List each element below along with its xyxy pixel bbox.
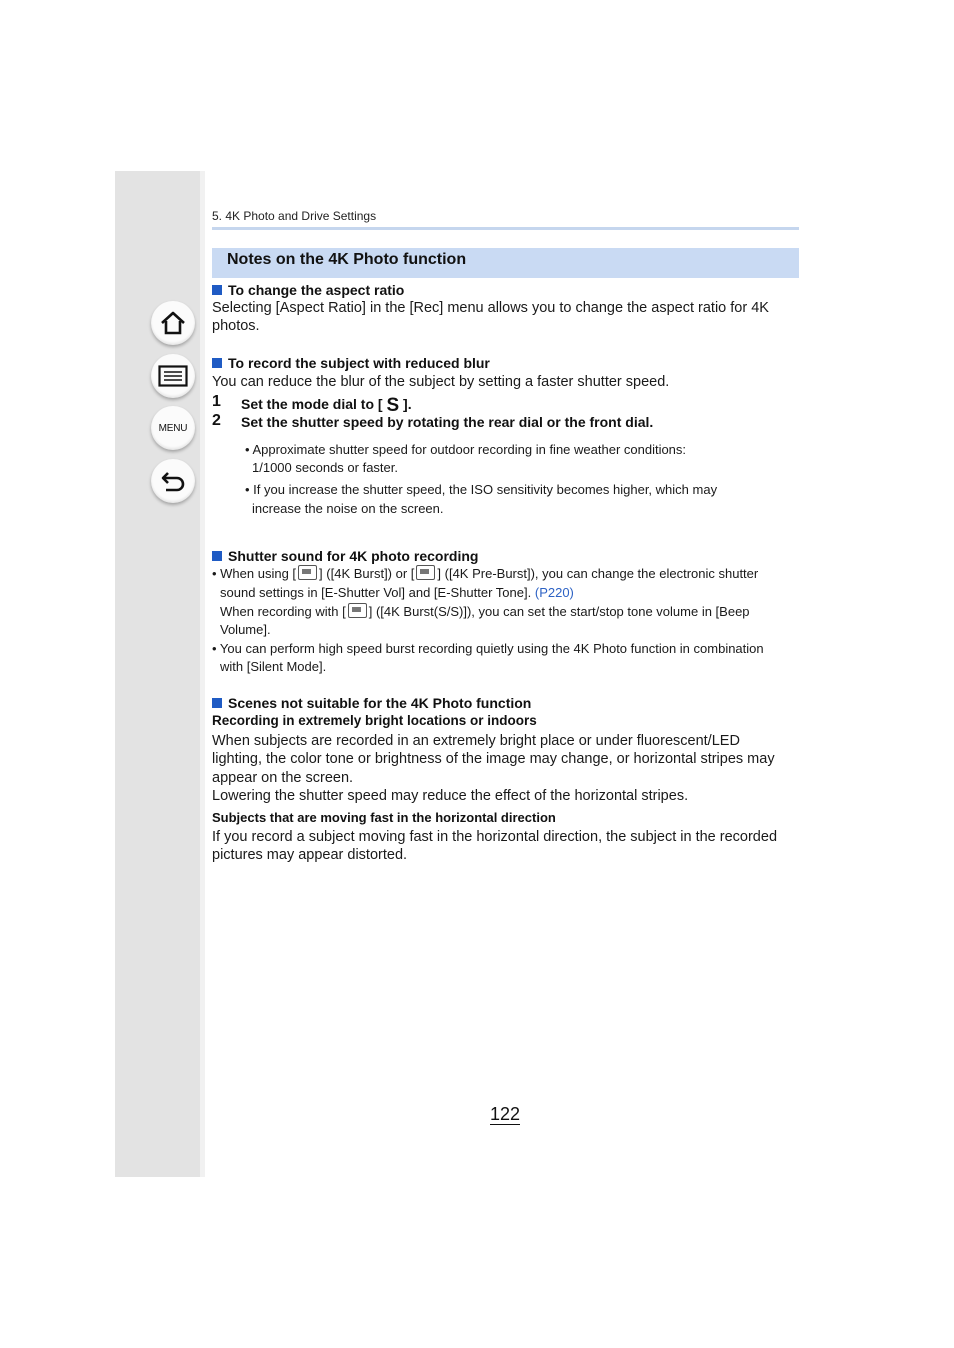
aspect-line-2: photos. <box>212 318 260 334</box>
return-icon <box>159 469 187 493</box>
sound-bullet-1-line-2 <box>220 583 574 602</box>
aspect-heading <box>212 282 404 298</box>
home-icon <box>159 310 187 336</box>
sound-b1-line3-a: When recording with [ <box>220 604 346 619</box>
sound-b1-line2-text: sound settings in [E-Shutter Vol] and [E-Shutter Tone]. <box>220 585 532 600</box>
shutter-priority-mode-icon: S <box>386 395 400 416</box>
back-button[interactable] <box>151 459 195 503</box>
page-number: 122 <box>490 1104 521 1124</box>
menu-button[interactable] <box>151 406 195 450</box>
blur-bullet-1-line-1: • Approximate shutter speed for outdoor recording in fine weather conditions: <box>245 442 687 457</box>
step-1-pre: Set the mode dial to [ <box>241 396 383 412</box>
sound-heading <box>212 548 478 564</box>
breadcrumb: 5. 4K Photo and Drive Settings <box>212 209 377 223</box>
aspect-line-1: Selecting [Aspect Ratio] in the [Rec] menu allows you to change the aspect ratio for 4K <box>212 300 769 316</box>
sound-b1-b: ] ([4K Burst]) or [ <box>319 566 415 581</box>
step-2-text: Set the shutter speed by rotating the rear dial or the front dial. <box>241 414 654 430</box>
scenes-p1-line-2: lighting, the color tone or brightness of the image may change, or horizontal stripes may <box>212 751 775 767</box>
section-title: Notes on the 4K Photo function <box>227 251 467 268</box>
sound-bullet-1-line-3 <box>220 602 810 621</box>
sound-b1-c: ] ([4K Pre-Burst]), you can change the electronic shutter <box>437 566 759 581</box>
scenes-heading-text: Scenes not suitable for the 4K Photo function <box>228 695 532 711</box>
sound-bullet-1-line-4: Volume]. <box>220 622 271 637</box>
list-icon <box>158 365 188 387</box>
4k-pre-burst-icon <box>416 565 435 580</box>
sound-bullet-1-line-1 <box>212 564 802 583</box>
blur-heading <box>212 355 490 371</box>
blur-intro: You can reduce the blur of the subject by setting a faster shutter speed. <box>212 374 670 390</box>
square-bullet-icon <box>212 285 222 295</box>
scenes-p1-line-3: appear on the screen. <box>212 770 354 786</box>
contents-button[interactable] <box>151 354 195 398</box>
sound-bullet-2-line-2: with [Silent Mode]. <box>220 659 327 674</box>
blur-bullet-2-line-2: increase the noise on the screen. <box>252 501 444 516</box>
scenes-p1-line-1: When subjects are recorded in an extremely bright place or under fluorescent/LED <box>212 733 740 749</box>
blur-bullet-1-line-2: 1/1000 seconds or faster. <box>252 460 398 475</box>
blur-bullet-2-line-1: • If you increase the shutter speed, the ISO sensitivity becomes higher, which may <box>245 482 718 497</box>
sound-b1-a: • When using [ <box>212 566 297 581</box>
sound-heading-text: Shutter sound for 4K photo recording <box>228 548 479 564</box>
scenes-subheading-1: Recording in extremely bright locations or indoors <box>212 713 537 728</box>
step-1-post: ]. <box>403 396 412 412</box>
step-1-number: 1 <box>212 393 221 410</box>
scenes-p1-line-4: Lowering the shutter speed may reduce the effect of the horizontal stripes. <box>212 788 689 804</box>
square-bullet-icon <box>212 698 222 708</box>
sound-b1-line3-b: ] ([4K Burst(S/S)]), you can set the start/stop tone volume in [Beep <box>368 604 750 619</box>
scenes-subheading-2: Subjects that are moving fast in the horizontal direction <box>212 810 556 825</box>
4k-burst-ss-icon <box>348 603 367 618</box>
scenes-heading <box>212 695 531 711</box>
scenes-p2-line-1: If you record a subject moving fast in the horizontal direction, the subject in the recorded <box>212 829 778 845</box>
home-button[interactable] <box>151 301 195 345</box>
blur-heading-text: To record the subject with reduced blur <box>228 355 490 371</box>
aspect-heading-text: To change the aspect ratio <box>228 282 405 298</box>
header-rule <box>212 227 799 230</box>
4k-burst-icon <box>298 565 317 580</box>
scenes-p2-line-2: pictures may appear distorted. <box>212 847 408 863</box>
square-bullet-icon <box>212 551 222 561</box>
menu-label: MENU <box>158 422 188 434</box>
sound-bullet-2-line-1: • You can perform high speed burst recording quietly using the 4K Photo function in combination <box>212 641 764 656</box>
sidebar-edge <box>200 171 205 1177</box>
p220-link[interactable]: (P220) <box>534 585 574 600</box>
square-bullet-icon <box>212 358 222 368</box>
step-2-number: 2 <box>212 412 221 429</box>
